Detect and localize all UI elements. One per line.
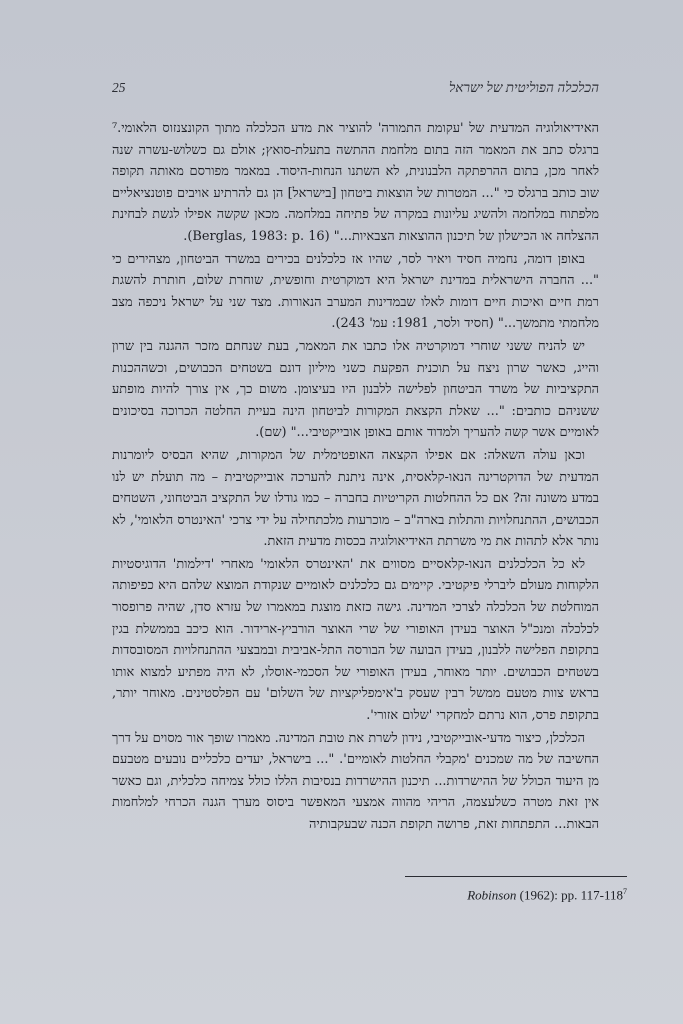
paragraph-3: יש להניח ששני שוחרי דמוקרטיה אלו כתבו את המאמר, בעת שנחתם מזכר ההגנה בין שרון והייג, כאשר שרון ניצח על תוכנית הפקעת כשני מיליון דונם בשטחים הכבושים, וכשההכנות התקציביות של משרד הביטחון לפלישה ללבנון היו בעיצומן. משום כך, אין צורך להיות מופתע ששניהם כותבים: "... שאלת הקצאת המקורות לביטחון הינה בעיית החלטה הכרוכה בסיכונים לאומיים אשר קשה להעריך ולמדוד אותם באופן אובייקטיבי..." (שם). — [112, 338, 599, 441]
body-text — [112, 118, 599, 836]
paragraph-4: וכאן עולה השאלה: אם אפילו הקצאה האופטימלית של המקורות, שהיא הבסיס ליומרנות המדעית של הדוקטרינה הנאו-קלאסית, אינה ניתנת להערכה אובייקטיבית – מה תועלת יש לנו במדע משונה זה? אם כל ההחלטות הקריטיות בחברה – כמו גודלו של התקציב הביטחוני, השטחים הכבושים, ההתנחלויות והתלות בארה"ב – מוכרעות מלכתחילה על ידי צרכי 'האינטרס הלאומי', לא נותר אלא לתהות את מי משרתת האידיאולוגיה בכסות מדעית הזאת. — [112, 447, 599, 550]
paragraph-5: לא כל הכלכלנים הנאו-קלאסיים מסווים את 'האינטרס הלאומי' מאחרי 'דילמות' הדוגיסטיות הלקוחות מעולם ליברלי פיקטיבי. קיימים גם כלכלנים לאומיים שנקודת המוצא שלהם היא כפיפותה המוחלטת של הכלכלה לצרכי המדינה. גישה כזאת מוצגת במאמרו של עזרא סדן, שהיה פרופסור לכלכלה ומנכ"ל האוצר בעידן האופורי של שרי האוצר הורביץ-ארידור. הוא כיכב בממשלת בגין בתקופת הפלישה ללבנון, בעידן הבועה של הבורסה התל-אביבית ובמבצעי ההתנחלויות המסובסדות בשטחים הכבושים. יותר מאוחר, בעידן האופורי של הסכמי-אוסלו, לא היה מפתיע למצוא אותו בראש צוות מטעם ממשל רבין שעסק ב'אימפליקציות של השלום' עם הפלסטינים. מאוחר יותר, בתקופת פרס, הוא נרתם למחקרי 'שלום אזורי'. — [112, 556, 599, 724]
footnote-marker: 7 — [623, 887, 627, 896]
page-number: 25 — [112, 80, 126, 95]
running-header-title: הכלכלה הפוליטית של ישראל — [448, 80, 599, 95]
footnote-author: Robinson — [467, 887, 517, 903]
footnote — [405, 887, 627, 903]
paragraph-6: הכלכלן, כיצור מדעי-אובייקטיבי, נידון לשרת את טובת המדינה. מאמרו שופך אור מסוים על דרך החשיבה של מה שמכנים 'מקבלי החלטות לאומיים'. "... בישראל, יעדים כלכליים נובעים מטבעם מן היעוד הכולל של ההישרדות... תיכנון ההישרדות בנסיבות הללו כולל צמיחה כלכלית, וגם כאשר אין זאת מטרה כשלעצמה, הריהי מהווה אמצעי המאפשר ביסוס מערך הגנה הכרחי למלחמות הבאות... התפתחות זאת, פרושה תקופת הכנה שבעקבותיה — [112, 730, 599, 832]
footnote-rule — [405, 876, 627, 877]
paragraph-1: האידיאולוגיה המדעית של 'עקומת התמורה' להוציר את מדע הכלכלה מתוך הקונצנזוס הלאומי.⁷ ברגלס כתב את המאמר הזה בתום מלחמת ההתשה בתעלת-סואץ; אולם גם כשלוש-עשרה שנה לאחר מכן, בתום ההרפתקה הלבנונית, לא השתנו הנחות-היסוד. במאמר מפורסם מאותה תקופה שוב כותב ברגלס כי "... המטרות של הוצאות ביטחון [בישראל] הן גם להרתיע אויבים פוטנציאליים מלפתוח במלחמה ולהשיג עליונות במקרה של פתיחה במלחמה. מכאן שקשה אפילו לגשת לבחינת ההצלחה או הכישלון של תיכנון ההוצאות הצבאיות..." (Berglas, 1983: p. 16). — [112, 121, 599, 244]
paragraph-2: באופן דומה, נחמיה חסיד ויאיר לסר, שהיו אז כלכלנים בכירים במשרד הביטחון, מצהירים כי "... החברה הישראלית במדינת ישראל היא דמוקרטית וחופשית, שוחרת שלום, חותרת להשגת רמת חיים ואיכות חיים דומות לאלו שבמדינות המערב הנאורות. מצד שני על ישראל ניכפה מצב מלחמתי מתמשך..." (חסיד ולסר, 1981: עמ' 243). — [112, 251, 599, 332]
running-header — [112, 80, 599, 102]
footnote-text: (1962): pp. 117-118 — [516, 887, 623, 903]
